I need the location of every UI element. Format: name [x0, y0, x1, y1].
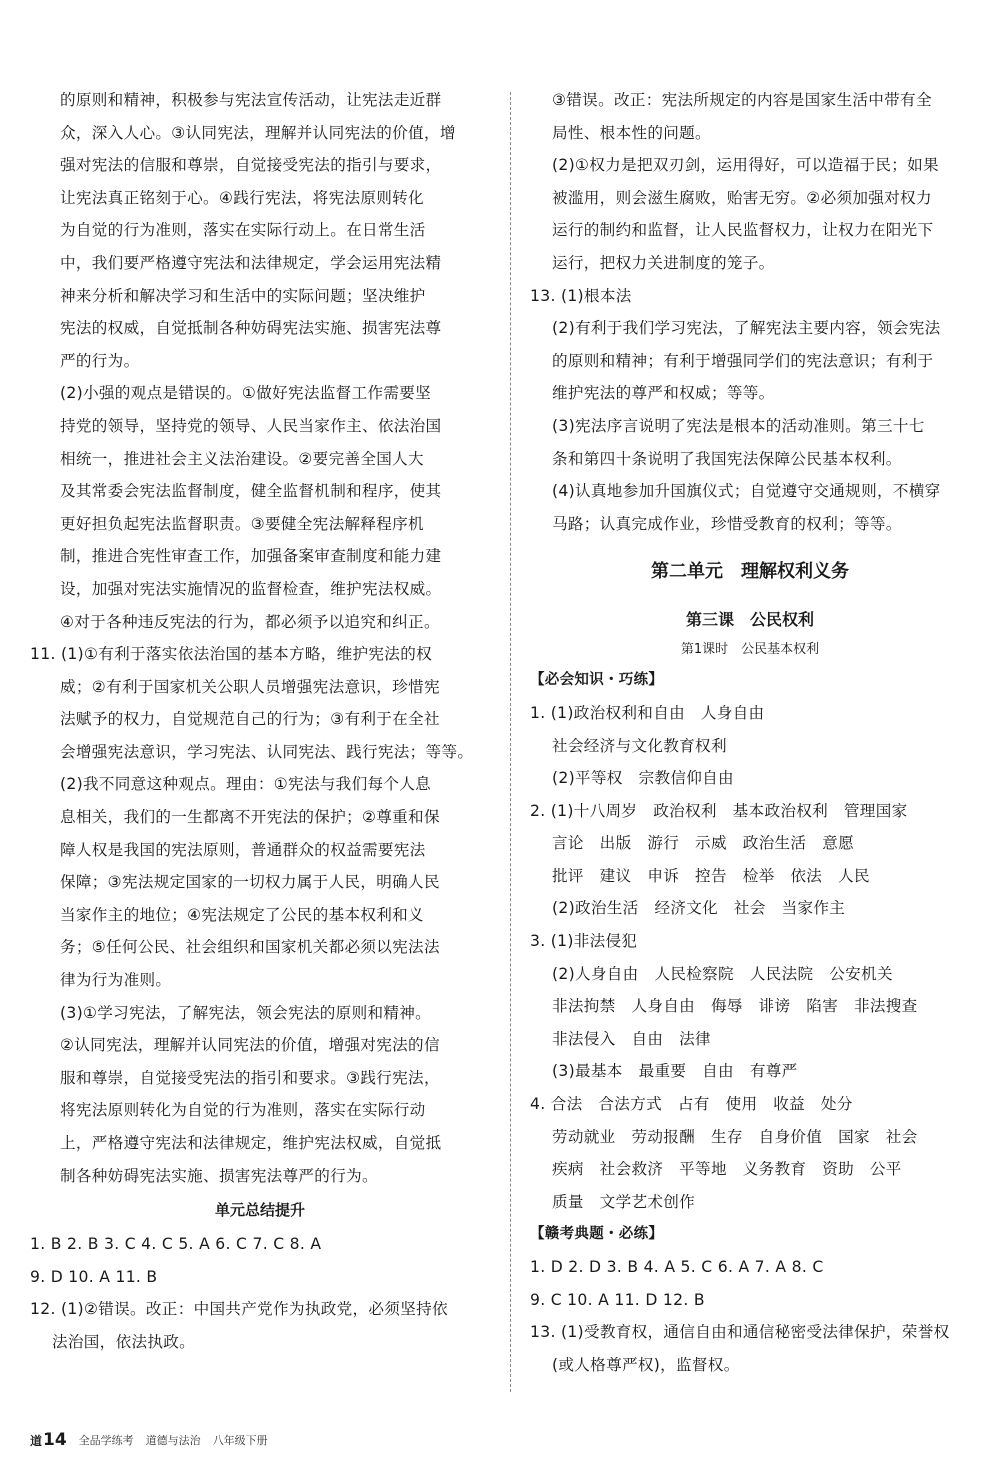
answer-line: 强对宪法的信服和尊崇，自觉接受宪法的指引与要求， [60, 156, 442, 175]
answer-line: 众，深入人心。③认同宪法，理解并认同宪法的价值，增 [60, 123, 456, 142]
lesson-title: 第三课 公民权利 [685, 610, 814, 630]
answer-line: 更好担负起宪法监督职责。③要健全宪法解释程序机 [60, 514, 424, 533]
answer-line: 2. (1)十八周岁 政治权利 基本政治权利 管理国家 [530, 801, 908, 820]
answer-line: 制各种妨碍宪法实施、损害宪法尊严的行为。 [60, 1166, 378, 1185]
choice-answer-line: 9. D 10. A 11. B [30, 1267, 158, 1286]
answer-line: 非法侵入 自由 法律 [552, 1029, 711, 1048]
summary-heading: 单元总结提升 [214, 1201, 305, 1220]
answer-line: 服和尊崇，自觉接受宪法的指引和要求。③践行宪法， [60, 1068, 440, 1087]
answer-line: 马路；认真完成作业，珍惜受教育的权利；等等。 [552, 514, 902, 533]
page-footer [30, 1420, 268, 1460]
answer-line: 疾病 社会救济 平等地 义务教育 资助 公平 [552, 1160, 902, 1179]
choice-answer-line: 1. D 2. D 3. B 4. A 5. C 6. A 7. A 8. C [530, 1258, 824, 1276]
answer-line: 13. (1)根本法 [530, 286, 632, 305]
answer-line: 质量 文学艺术创作 [552, 1192, 696, 1211]
book-grade: 八年级下册 [212, 1434, 268, 1447]
answer-line: 保障；③宪法规定国家的一切权力属于人民，明确人民 [60, 873, 440, 892]
answer-line: 让宪法真正铭刻于心。④践行宪法，将宪法原则转化 [60, 188, 424, 207]
answer-line: (3)最基本 最重要 自由 有尊严 [552, 1062, 798, 1081]
answer-line: 会增强宪法意识，学习宪法、认同宪法、践行宪法；等等。 [60, 742, 474, 761]
answer-line: 条和第四十条说明了我国宪法保障公民基本权利。 [552, 449, 902, 468]
answer-line: (4)认真地参加升国旗仪式；自觉遵守交通规则，不横穿 [552, 482, 941, 501]
answer-line: 神来分析和解决学习和生活中的实际问题；坚决维护 [60, 286, 426, 305]
answer-line: 制，推进合宪性审查工作，加强备案审查制度和能力建 [60, 547, 442, 566]
answer-line: ③错误。改正：宪法所规定的内容是国家生活中带有全 [552, 91, 932, 109]
answer-line: 上，严格遵守宪法和法律规定，维护宪法权威，自觉抵 [60, 1134, 442, 1152]
answer-line: (3)①学习宪法，了解宪法，领会宪法的原则和精神。 [60, 1003, 432, 1022]
page-prefix: 道 [30, 1434, 43, 1448]
answer-line: 维护宪法的尊严和权威；等等。 [552, 384, 775, 403]
unit-title: 第二单元 理解权利义务 [651, 561, 849, 583]
answer-line: (2)①权力是把双刃剑，运用得好，可以造福于民；如果 [552, 156, 939, 175]
answer-line: 法赋予的权力，自觉规范自己的行为；③有利于在全社 [60, 710, 440, 729]
answer-line: 严的行为。 [60, 351, 140, 370]
answer-line: (3)宪法序言说明了宪法是根本的活动准则。第三十七 [552, 416, 925, 435]
answer-line: 相统一，推进社会主义法治建设。②要完善全国人大 [60, 449, 424, 468]
answer-line: 言论 出版 游行 示威 政治生活 意愿 [552, 834, 854, 853]
answer-line: 局性、根本性的问题。 [552, 123, 711, 142]
answer-line: 3. (1)非法侵犯 [530, 932, 638, 951]
column-divider [510, 92, 511, 1392]
answer-line: 为自觉的行为准则，落实在实际行动上。在日常生活 [60, 221, 426, 240]
choice-answer-line: 1. B 2. B 3. C 4. C 5. A 6. C 7. C 8. A [30, 1235, 322, 1254]
answer-line: 务；⑤任何公民、社会组织和国家机关都必须以宪法法 [60, 938, 440, 957]
choice-answer-line: 法治国，依法执政。 [52, 1332, 196, 1351]
answer-line: (2)平等权 宗教信仰自由 [552, 769, 734, 788]
choice-answer-line: (或人格尊严权)，监督权。 [552, 1355, 740, 1374]
answer-line: 1. (1)政治权利和自由 人身自由 [530, 703, 765, 722]
answer-line: 律为行为准则。 [60, 971, 172, 990]
answer-line: 威；②有利于国家机关公职人员增强宪法意识，珍惜宪 [60, 677, 440, 696]
section-title-knowledge: 【必会知识・巧练】 [530, 672, 664, 689]
answer-line: 被滥用，则会滋生腐败，贻害无穷。②必须加强对权力 [552, 188, 932, 207]
answer-line: ②认同宪法，理解并认同宪法的价值，增强对宪法的信 [60, 1036, 440, 1055]
answer-line: 当家作主的地位；④宪法规定了公民的基本权利和义 [60, 905, 424, 924]
page-number [30, 1430, 67, 1450]
page-number-value: 14 [43, 1430, 67, 1450]
answer-line: 中，我们要严格遵守宪法和法律规定，学会运用宪法精 [60, 253, 442, 272]
answer-line: 宪法的权威，自觉抵制各种妨碍宪法实施、损害宪法尊 [60, 319, 442, 338]
right-column [530, 84, 970, 1381]
answer-line: 批评 建议 申诉 控告 检举 依法 人民 [552, 866, 870, 885]
answer-line: (2)小强的观点是错误的。①做好宪法监督工作需要坚 [60, 384, 432, 403]
answer-line: 非法拘禁 人身自由 侮辱 诽谤 陷害 非法搜查 [552, 997, 918, 1016]
period-title: 第1课时 公民基本权利 [680, 642, 820, 658]
answer-line: 障人权是我国的宪法原则，普通群众的权益需要宪法 [60, 840, 426, 859]
answer-line: 11. (1)①有利于落实依法治国的基本方略，维护宪法的权 [30, 645, 432, 664]
answer-line: (2)人身自由 人民检察院 人民法院 公安机关 [552, 964, 893, 983]
left-column [30, 84, 490, 1359]
answer-line: 设，加强对宪法实施情况的监督检查，维护宪法权威。 [60, 579, 442, 598]
answer-line: ④对于各种违反宪法的行为，都必须予以追究和纠正。 [60, 612, 440, 631]
answer-line: 持党的领导，坚持党的领导、人民当家作主、依法治国 [60, 416, 442, 435]
answer-line: 及其常委会宪法监督制度，健全监督机制和程序，使其 [60, 482, 442, 501]
section-title-exam: 【赣考典题・必练】 [530, 1226, 664, 1243]
choice-answer-line: 13. (1)受教育权，通信自由和通信秘密受法律保护，荣誉权 [530, 1323, 950, 1342]
answer-line: 的原则和精神；有利于增强同学们的宪法意识；有利于 [552, 351, 934, 370]
answer-line: 将宪法原则转化为自觉的行为准则，落实在实际行动 [60, 1101, 426, 1120]
answer-line: 息相关，我们的一生都离不开宪法的保护；②尊重和保 [60, 808, 440, 827]
answer-line: 的原则和精神，积极参与宪法宣传活动，让宪法走近群 [60, 91, 442, 109]
book-subject: 道德与法治 [145, 1434, 201, 1447]
answer-line: (2)我不同意这种观点。理由：①宪法与我们每个人息 [60, 775, 432, 794]
answer-line: 运行，把权力关进制度的笼子。 [552, 253, 775, 272]
answer-line: 4. 合法 合法方式 占有 使用 收益 处分 [530, 1095, 853, 1114]
book-series: 全品学练考 [78, 1434, 134, 1447]
choice-answer-line: 9. C 10. A 11. D 12. B [530, 1290, 705, 1309]
answer-line: 运行的制约和监督，让人民监督权力，让权力在阳光下 [552, 221, 934, 240]
choice-answer-line: 12. (1)②错误。改正：中国共产党作为执政党，必须坚持依 [30, 1300, 448, 1319]
answer-line: (2)有利于我们学习宪法，了解宪法主要内容，领会宪法 [552, 319, 941, 338]
answer-line: 社会经济与文化教育权利 [552, 736, 727, 755]
answer-line: 劳动就业 劳动报酬 生存 自身价值 国家 社会 [552, 1127, 918, 1146]
answer-line: (2)政治生活 经济文化 社会 当家作主 [552, 899, 846, 918]
